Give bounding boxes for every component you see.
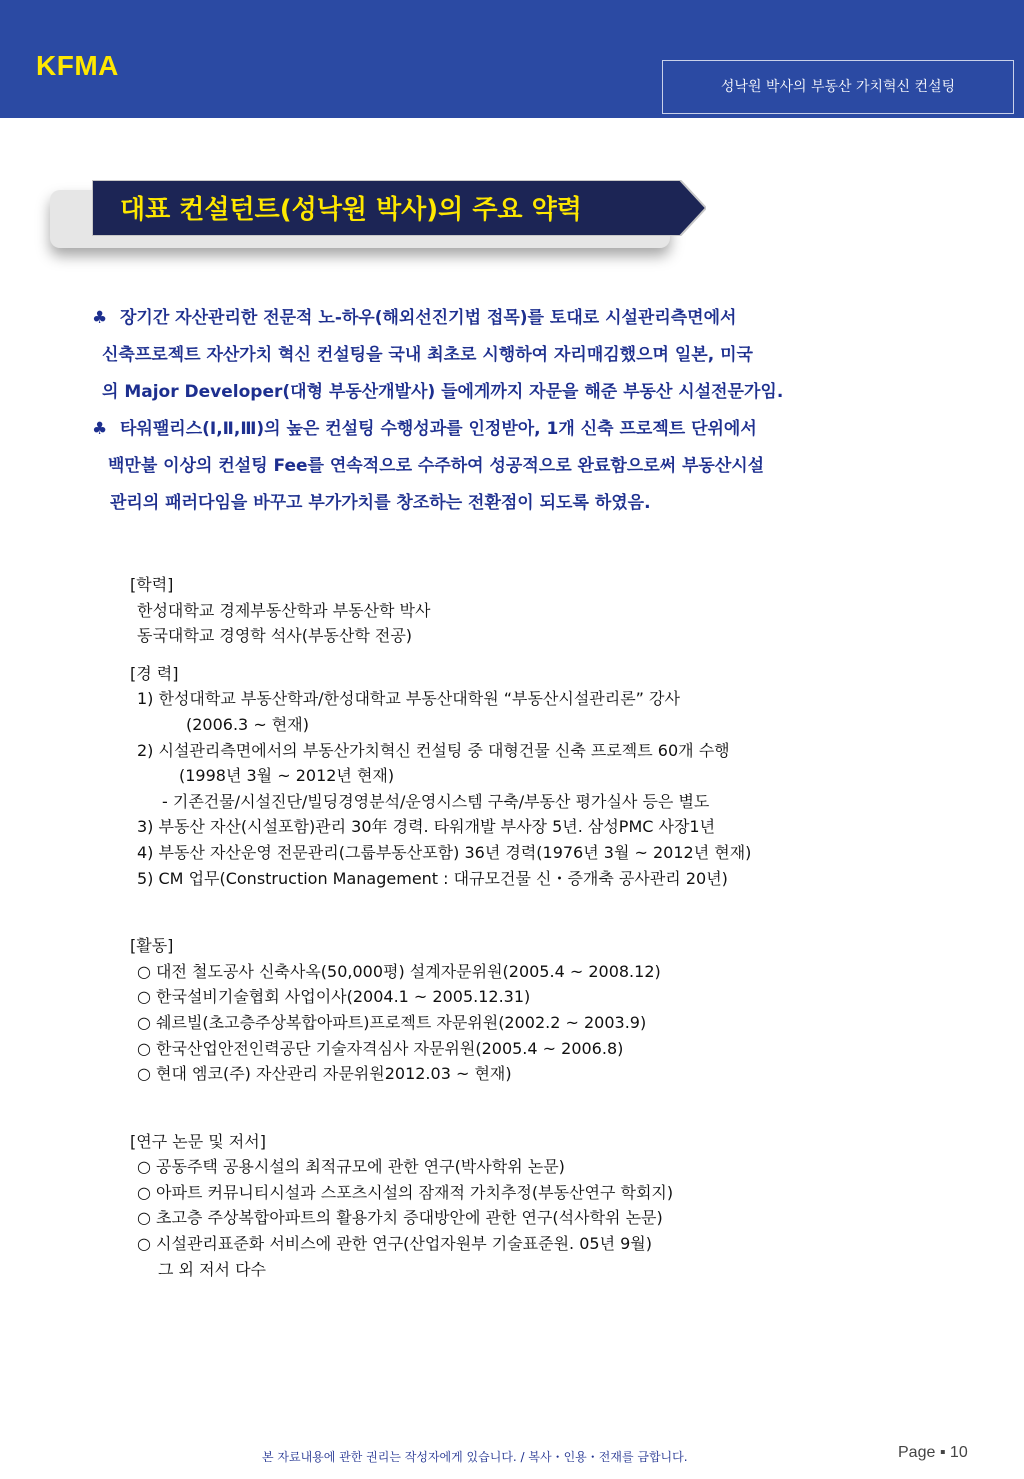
career-item: 2) 시설관리측면에서의 부동산가치혁신 컨설팅 중 대형건물 신축 프로젝트 60개 수행 xyxy=(137,740,730,760)
activity-item: ○ 대전 철도공사 신축사옥(50,000평) 설계자문위원(2005.4 ~ 2008.12) xyxy=(137,961,661,981)
page-footer xyxy=(0,1446,1024,1470)
activities-title: [활동] xyxy=(130,936,174,956)
career-item: (2006.3 ~ 현재) xyxy=(186,714,309,734)
career-item: 1) 한성대학교 부동산학과/한성대학교 부동산대학원 “부동산시설관리론” 강사 xyxy=(137,689,680,709)
education-title: [학력] xyxy=(130,575,174,594)
career-item: - 기존건물/시설진단/빌딩경영분석/운영시스템 구축/부동산 평가실사 등은 별도 xyxy=(162,791,710,811)
club-suit-icon: ♣ xyxy=(92,308,108,328)
intro-line: 의 Major Developer(대형 부동산개발사) 들에게까지 자문을 해준 부동산 시설전문가임. xyxy=(102,382,784,402)
career-title: [경 력] xyxy=(130,663,179,683)
activity-item: ○ 한국설비기술협회 사업이사(2004.1 ~ 2005.12.31) xyxy=(137,987,531,1007)
activity-item: ○ 현대 엠코(주) 자산관리 자문위원2012.03 ~ 현재) xyxy=(137,1064,512,1084)
intro-line: ♣ 타워팰리스(Ⅰ,Ⅱ,Ⅲ)의 높은 컨설팅 수행성과를 인정받아, 1개 신축 프로젝트 단위에서 xyxy=(92,411,952,448)
copyright-notice: 본 자료내용에 관한 권리는 작성자에게 있습니다. / 복사・인용・전재를 금합니다. xyxy=(262,1450,688,1464)
header-subtitle: 성낙원 박사의 부동산 가치혁신 컨설팅 xyxy=(662,60,1014,114)
career-item: (1998년 3월 ~ 2012년 현재) xyxy=(179,766,395,786)
intro-line: 관리의 패러다임을 바꾸고 부가가치를 창조하는 전환점이 되도록 하였음. xyxy=(110,493,651,513)
career-item: 3) 부동산 자산(시설포함)관리 30年 경력. 타워개발 부사장 5년. 삼성PMC 사장1년 xyxy=(137,817,716,837)
research-item: 그 외 저서 다수 xyxy=(158,1259,266,1279)
page-header xyxy=(0,0,1024,118)
intro-summary xyxy=(92,300,952,522)
kfma-logo: KFMA xyxy=(36,50,119,81)
intro-line: ♣ 장기간 자산관리한 전문적 노-하우(해외선진기법 접목)를 토대로 시설관리측면에서 xyxy=(92,300,952,337)
research-item: ○ 시설관리표준화 서비스에 관한 연구(산업자원부 기술표준원. 05년 9월) xyxy=(137,1234,652,1254)
club-suit-icon: ♣ xyxy=(92,419,108,439)
activity-item: ○ 쉐르빌(초고층주상복합아파트)프로젝트 자문위원(2002.2 ~ 2003.9) xyxy=(137,1012,647,1032)
research-item: ○ 아파트 커뮤니티시설과 스포츠시설의 잠재적 가치추정(부동산연구 학회지) xyxy=(137,1182,674,1202)
profile-details xyxy=(130,572,1000,1282)
research-item: ○ 초고층 주상복합아파트의 활용가치 증대방안에 관한 연구(석사학위 논문) xyxy=(137,1208,663,1228)
education-item: 한성대학교 경제부동산학과 부동산학 박사 xyxy=(137,600,431,620)
research-title: [연구 논문 및 저서] xyxy=(130,1131,266,1151)
career-item: 4) 부동산 자산운영 전문관리(그룹부동산포함) 36년 경력(1976년 3월 ~ 2012년 현재) xyxy=(137,842,752,862)
education-item: 동국대학교 경영학 석사(부동산학 전공) xyxy=(137,626,413,646)
page-number: Page ▪ 10 xyxy=(898,1444,968,1461)
activity-item: ○ 한국산업안전인력공단 기술자격심사 자문위원(2005.4 ~ 2006.8) xyxy=(137,1038,624,1058)
intro-line: 백만불 이상의 컨설팅 Fee를 연속적으로 수주하여 성공적으로 완료함으로써 부동산시설 xyxy=(108,456,765,476)
banner-title: 대표 컨설턴트(성낙원 박사)의 주요 약력 xyxy=(120,195,582,225)
research-item: ○ 공동주택 공용시설의 최적규모에 관한 연구(박사학위 논문) xyxy=(137,1157,565,1177)
career-item: 5) CM 업무(Construction Management : 대규모건물 신・증개축 공사관리 20년) xyxy=(137,868,728,888)
section-banner xyxy=(92,180,706,236)
intro-line: 신축프로젝트 자산가치 혁신 컨설팅을 국내 최초로 시행하여 자리매김했으며 일본, 미국 xyxy=(102,345,753,365)
